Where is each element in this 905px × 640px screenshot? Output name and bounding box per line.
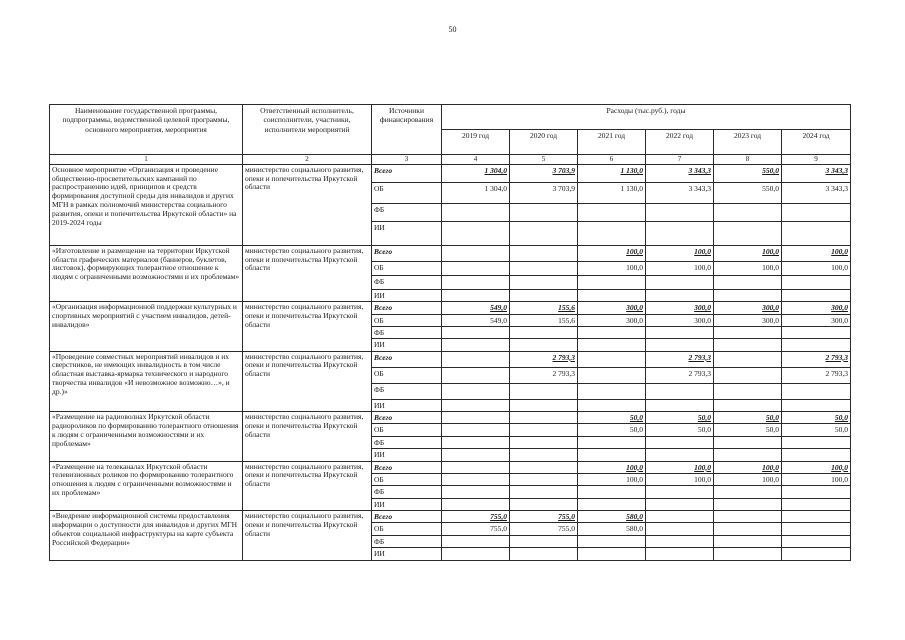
expense-value: 1 130,0	[578, 182, 646, 203]
expense-value: 2 793,3	[646, 367, 714, 383]
table-row	[50, 245, 851, 261]
expense-value	[442, 486, 510, 498]
header-year: 2023 год	[714, 130, 782, 155]
expense-value: 100,0	[782, 261, 851, 275]
funding-source: Всего	[372, 412, 442, 424]
expense-value	[646, 275, 714, 289]
responsible-executor: министерство социального развития, опеки и попечительства Иркутской области	[243, 302, 372, 352]
expense-value: 3 703,9	[510, 164, 578, 182]
expense-value	[510, 449, 578, 461]
expense-value	[782, 449, 851, 461]
expense-value	[782, 548, 851, 560]
expense-value	[578, 399, 646, 411]
expense-value	[714, 351, 782, 367]
expense-value: 550,0	[714, 164, 782, 182]
expense-value: 100,0	[714, 245, 782, 261]
funding-source: Всего	[372, 351, 442, 367]
expense-value	[646, 548, 714, 560]
expense-value	[714, 367, 782, 383]
expense-value	[442, 275, 510, 289]
expense-value	[782, 511, 851, 523]
expense-value: 300,0	[714, 302, 782, 314]
expense-value	[782, 383, 851, 399]
funding-source: Всего	[372, 511, 442, 523]
funding-source: ИИ	[372, 449, 442, 461]
responsible-executor: министерство социального развития, опеки и попечительства Иркутской области	[243, 164, 372, 245]
expense-value: 550,0	[714, 182, 782, 203]
funding-source: ОБ	[372, 473, 442, 485]
expense-value: 300,0	[578, 302, 646, 314]
expense-value: 50,0	[714, 424, 782, 436]
expense-value	[442, 424, 510, 436]
expense-value	[510, 399, 578, 411]
column-number: 5	[510, 155, 578, 165]
expense-value: 50,0	[646, 412, 714, 424]
expense-value	[578, 486, 646, 498]
expense-value: 100,0	[782, 473, 851, 485]
expense-value	[714, 339, 782, 351]
expense-value: 50,0	[578, 424, 646, 436]
expense-value: 100,0	[714, 473, 782, 485]
responsible-executor: министерство социального развития, опеки и попечительства Иркутской области	[243, 461, 372, 511]
expense-value	[646, 339, 714, 351]
expense-value: 3 343,3	[782, 164, 851, 182]
header-year: 2022 год	[646, 130, 714, 155]
column-number: 4	[442, 155, 510, 165]
expense-value: 1 130,0	[578, 164, 646, 182]
expense-value	[510, 289, 578, 301]
expense-value: 300,0	[782, 314, 851, 326]
expense-value	[510, 221, 578, 245]
expense-value	[442, 498, 510, 510]
expense-value: 2 793,3	[646, 351, 714, 367]
expense-value: 3 703,9	[510, 182, 578, 203]
header-name-column: Наименование государственной программы, подпрограммы, ведомственной целевой программы, основного мероприятия, мероприятия	[50, 105, 243, 155]
expense-value	[782, 275, 851, 289]
funding-source: ИИ	[372, 221, 442, 245]
expense-value	[714, 203, 782, 221]
funding-source: Всего	[372, 245, 442, 261]
expense-value	[646, 221, 714, 245]
expense-value	[782, 289, 851, 301]
expense-value	[510, 383, 578, 399]
expense-value	[714, 548, 782, 560]
expense-value: 100,0	[578, 245, 646, 261]
funding-source: Всего	[372, 461, 442, 473]
expense-value	[714, 511, 782, 523]
expense-value: 100,0	[714, 461, 782, 473]
measure-name: Основное мероприятие «Организация и проведение общественно-просветительских кампаний по распространению идей, принципов и средств формирования доступной среды для инвалидов и других МГН в рамках полномочий министерства социального развития, опеки и попечительства Иркутской области» на 2019-2024 годы	[50, 164, 243, 245]
expense-value	[782, 523, 851, 535]
expense-value	[510, 548, 578, 560]
header-expenses-group: Расходы (тыс.руб.), годы	[442, 105, 851, 130]
funding-source: Всего	[372, 302, 442, 314]
expense-value: 50,0	[782, 424, 851, 436]
column-number: 3	[372, 155, 442, 165]
funding-source: ФБ	[372, 436, 442, 448]
expense-value	[442, 461, 510, 473]
funding-source: ОБ	[372, 523, 442, 535]
expense-value	[578, 548, 646, 560]
funding-source: ОБ	[372, 261, 442, 275]
expense-value: 100,0	[646, 461, 714, 473]
expense-value: 300,0	[782, 302, 851, 314]
expense-value	[578, 221, 646, 245]
expense-value	[782, 339, 851, 351]
expense-value	[714, 498, 782, 510]
expense-value	[646, 498, 714, 510]
measure-name: «Проведение совместных мероприятий инвалидов и их сверстников, не имеющих инвалидность в том числе областная выставка-ярмарка технического и народного творчества инвалидов «И невозможное возможно…», и др.)»	[50, 351, 243, 411]
expense-value: 549,0	[442, 314, 510, 326]
expense-value: 1 304,0	[442, 182, 510, 203]
expense-value	[578, 498, 646, 510]
funding-source: ИИ	[372, 289, 442, 301]
expense-value	[578, 289, 646, 301]
funding-source: ФБ	[372, 535, 442, 547]
expense-value	[782, 221, 851, 245]
funding-source: ИИ	[372, 548, 442, 560]
expense-value	[442, 383, 510, 399]
expense-value: 300,0	[646, 314, 714, 326]
expense-value	[646, 486, 714, 498]
measure-name: «Размещение на телеканалах Иркутской области телевизионных роликов по формированию толерантного отношения к людям с ограниченными возможностями и их проблемам»	[50, 461, 243, 511]
column-number: 1	[50, 155, 243, 165]
expense-value	[578, 203, 646, 221]
expense-value	[442, 351, 510, 367]
header-executor-column: Ответственный исполнитель, соисполнители, участники, исполнители мероприятий	[243, 105, 372, 155]
expense-value: 100,0	[646, 261, 714, 275]
responsible-executor: министерство социального развития, опеки и попечительства Иркутской области	[243, 511, 372, 561]
funding-source: ИИ	[372, 339, 442, 351]
expense-value	[442, 261, 510, 275]
funding-source: ИИ	[372, 399, 442, 411]
expense-value	[510, 486, 578, 498]
expense-value	[442, 399, 510, 411]
funding-source: Всего	[372, 164, 442, 182]
measure-name: «Организация информационной поддержки культурных и спортивных мероприятий с участием инвалидов, детей-инвалидов»	[50, 302, 243, 352]
expense-value: 155,6	[510, 314, 578, 326]
expense-value	[714, 449, 782, 461]
expense-value	[578, 275, 646, 289]
header-year: 2019 год	[442, 130, 510, 155]
expense-value: 155,6	[510, 302, 578, 314]
measure-name: «Размещение на радиоволнах Иркутской области радиороликов по формированию толерантного отношения к людям с ограниченными возможностями и их проблемам»	[50, 412, 243, 462]
expense-value	[578, 383, 646, 399]
expense-value	[510, 424, 578, 436]
expense-value	[782, 203, 851, 221]
expense-value	[442, 221, 510, 245]
expense-value	[510, 326, 578, 338]
expense-value: 755,0	[442, 511, 510, 523]
funding-source: ОБ	[372, 314, 442, 326]
expense-value: 50,0	[714, 412, 782, 424]
expense-value: 100,0	[646, 245, 714, 261]
expense-value	[714, 383, 782, 399]
table-row	[50, 461, 851, 473]
column-number: 7	[646, 155, 714, 165]
expense-value	[510, 245, 578, 261]
expense-value	[714, 486, 782, 498]
expense-value	[442, 436, 510, 448]
expense-value	[510, 261, 578, 275]
expense-value	[510, 203, 578, 221]
expense-value	[578, 436, 646, 448]
expense-value	[646, 399, 714, 411]
funding-source: ОБ	[372, 424, 442, 436]
expense-value	[578, 339, 646, 351]
expense-value	[646, 449, 714, 461]
expense-value	[646, 535, 714, 547]
expense-value	[714, 535, 782, 547]
expense-value: 2 793,3	[782, 351, 851, 367]
funding-source: ФБ	[372, 383, 442, 399]
expense-value: 100,0	[578, 461, 646, 473]
expense-value	[510, 535, 578, 547]
expense-value: 755,0	[442, 523, 510, 535]
expense-value	[714, 275, 782, 289]
expense-value	[578, 326, 646, 338]
expense-value	[646, 326, 714, 338]
header-year: 2021 год	[578, 130, 646, 155]
expense-value: 2 793,3	[510, 367, 578, 383]
expense-value	[714, 289, 782, 301]
expense-value: 549,0	[442, 302, 510, 314]
header-year: 2024 год	[782, 130, 851, 155]
expense-value: 755,0	[510, 523, 578, 535]
expense-value	[782, 486, 851, 498]
expense-value	[714, 436, 782, 448]
expense-value: 300,0	[714, 314, 782, 326]
funding-source: ФБ	[372, 486, 442, 498]
expense-value	[510, 473, 578, 485]
expense-value	[442, 548, 510, 560]
expense-value	[646, 511, 714, 523]
page-number: 50	[448, 25, 457, 34]
expense-value	[714, 399, 782, 411]
table-row	[50, 302, 851, 314]
expense-value	[442, 289, 510, 301]
column-number: 9	[782, 155, 851, 165]
funding-source: ОБ	[372, 367, 442, 383]
expense-value	[510, 275, 578, 289]
expense-value	[782, 399, 851, 411]
expense-value	[578, 449, 646, 461]
expense-value	[442, 535, 510, 547]
expense-value: 2 793,3	[782, 367, 851, 383]
expense-value	[442, 203, 510, 221]
table-row	[50, 511, 851, 523]
table-row	[50, 412, 851, 424]
expense-value: 50,0	[782, 412, 851, 424]
responsible-executor: министерство социального развития, опеки и попечительства Иркутской области	[243, 351, 372, 411]
expense-value: 100,0	[782, 245, 851, 261]
responsible-executor: министерство социального развития, опеки и попечительства Иркутской области	[243, 245, 372, 301]
expense-value	[442, 449, 510, 461]
expense-value	[442, 412, 510, 424]
table-row	[50, 351, 851, 367]
expense-value	[510, 339, 578, 351]
expense-value	[782, 436, 851, 448]
header-source-column: Источники финансирования	[372, 105, 442, 155]
expense-value	[510, 498, 578, 510]
expense-value	[578, 535, 646, 547]
expense-value	[442, 473, 510, 485]
expense-value	[442, 245, 510, 261]
expense-value	[782, 326, 851, 338]
expense-value: 3 343,3	[646, 182, 714, 203]
budget-table	[49, 104, 851, 561]
expense-value: 3 343,3	[782, 182, 851, 203]
column-number: 6	[578, 155, 646, 165]
funding-source: ОБ	[372, 182, 442, 203]
expense-value	[782, 535, 851, 547]
table-row	[50, 164, 851, 182]
expense-value	[442, 326, 510, 338]
expense-value	[646, 383, 714, 399]
expense-value: 1 304,0	[442, 164, 510, 182]
measure-name: «Изготовление и размещение на территории Иркутской области графических материалов (баннеров, буклетов, листовок), формирующих толерантное отношение к людям с ограниченными возможностями и их проблемам»	[50, 245, 243, 301]
funding-source: ФБ	[372, 203, 442, 221]
table-body	[50, 164, 851, 560]
expense-value: 100,0	[646, 473, 714, 485]
expense-value: 300,0	[578, 314, 646, 326]
expense-value: 580,0	[578, 523, 646, 535]
expense-value	[714, 523, 782, 535]
expense-value: 300,0	[646, 302, 714, 314]
expense-value	[510, 436, 578, 448]
expense-value: 50,0	[646, 424, 714, 436]
expense-value: 2 793,3	[510, 351, 578, 367]
expense-value	[782, 498, 851, 510]
expense-value	[714, 326, 782, 338]
expense-value: 3 343,3	[646, 164, 714, 182]
column-number: 2	[243, 155, 372, 165]
funding-source: ИИ	[372, 498, 442, 510]
expense-value	[714, 221, 782, 245]
expense-value	[646, 289, 714, 301]
expense-value: 755,0	[510, 511, 578, 523]
funding-source: ФБ	[372, 326, 442, 338]
column-number: 8	[714, 155, 782, 165]
expense-value: 100,0	[714, 261, 782, 275]
expense-value: 100,0	[782, 461, 851, 473]
header-year: 2020 год	[510, 130, 578, 155]
expense-value	[578, 351, 646, 367]
expense-value	[646, 436, 714, 448]
expense-value	[646, 203, 714, 221]
expense-value	[578, 367, 646, 383]
expense-value	[510, 412, 578, 424]
expense-value: 580,0	[578, 511, 646, 523]
expense-value	[442, 339, 510, 351]
expense-value	[646, 523, 714, 535]
funding-source: ФБ	[372, 275, 442, 289]
measure-name: «Внедрение информационной системы предоставления информации о доступности для инвалидов и других МГН объектов социальной инфраструктуры на карте субъекта Российской Федерации»	[50, 511, 243, 561]
expense-value: 100,0	[578, 261, 646, 275]
expense-value: 100,0	[578, 473, 646, 485]
expense-value	[442, 367, 510, 383]
expense-value	[510, 461, 578, 473]
expense-value: 50,0	[578, 412, 646, 424]
responsible-executor: министерство социального развития, опеки и попечительства Иркутской области	[243, 412, 372, 462]
